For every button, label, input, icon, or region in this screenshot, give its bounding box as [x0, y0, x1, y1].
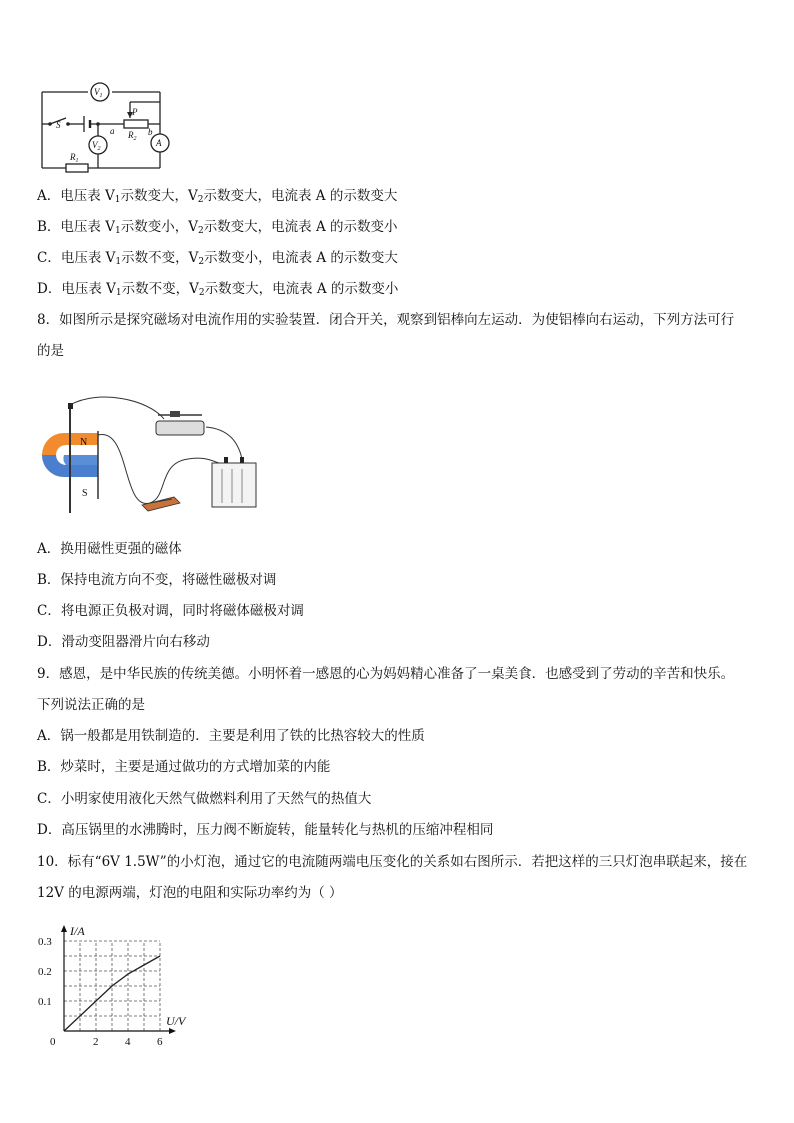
magnet-apparatus-figure — [38, 393, 274, 519]
q9-stem-line1: 9．感恩，是中华民族的传统美德。小明怀着一感恩的心为妈妈精心准备了一桌美食．也感受到了劳动的辛苦和快乐。 — [37, 666, 735, 682]
point-a-label: a — [110, 126, 115, 136]
q7-option-b[interactable]: B．电压表 $V_1$示数变小，$V_2$示数变大，电流表 A 的示数变小 — [37, 219, 398, 236]
y-tick-label: 0.1 — [38, 996, 52, 1008]
r2-label: $R_2$ — [128, 130, 137, 142]
ammeter-label: A — [156, 138, 162, 148]
q10-stem-line2: 12V 的电源两端，灯泡的电阻和实际功率约为（ ） — [37, 885, 343, 901]
q7-option-d[interactable]: D．电压表 $V_1$示数不变，$V_2$示数变大，电流表 A 的示数变小 — [37, 281, 399, 298]
q8-option-d[interactable]: D．滑动变阻器滑片向右移动 — [37, 634, 210, 650]
slider-label: P — [132, 107, 138, 117]
r1-label: $R_1$ — [70, 152, 79, 164]
iv-chart — [36, 915, 206, 1047]
chart-ylabel: I/A — [70, 924, 85, 938]
q8-option-b[interactable]: B．保持电流方向不变，将磁性磁极对调 — [37, 572, 277, 588]
point-b-label: b — [148, 127, 153, 137]
q9-option-c[interactable]: C．小明家使用液化天然气做燃料利用了天然气的热值大 — [37, 791, 372, 807]
x-tick-label: 4 — [125, 1036, 131, 1047]
chart-origin-label: 0 — [50, 1036, 56, 1047]
v1-label: $V_1$ — [94, 87, 103, 99]
q8-option-a[interactable]: A．换用磁性更强的磁体 — [37, 541, 182, 557]
x-tick-label: 6 — [157, 1036, 163, 1047]
q8-option-c[interactable]: C．将电源正负极对调，同时将磁体磁极对调 — [37, 603, 304, 619]
v2-label: $V_2$ — [92, 140, 101, 152]
x-axis-arrow — [169, 1028, 176, 1034]
q8-stem-line2: 的是 — [37, 343, 64, 359]
q7-option-c[interactable]: C．电压表 $V_1$示数不变，$V_2$示数变小，电流表 A 的示数变大 — [37, 250, 398, 267]
magnet-n-label: N — [80, 437, 88, 448]
q9-option-a[interactable]: A．锅一般都是用铁制造的．主要是利用了铁的比热容较大的性质 — [37, 728, 425, 744]
y-axis-arrow — [61, 925, 67, 932]
y-tick-label: 0.2 — [38, 966, 52, 978]
q9-stem-line2: 下列说法正确的是 — [37, 697, 145, 713]
q10-stem-line1: 10．标有“6V 1.5W”的小灯泡，通过它的电流随两端电压变化的关系如右图所示．若把这样的三只灯泡串联起来，接在 — [37, 854, 748, 870]
circuit-diagram — [36, 78, 176, 174]
q9-option-d[interactable]: D．高压锅里的水沸腾时，压力阀不断旋转，能量转化与热机的压缩冲程相同 — [37, 822, 494, 838]
switch-label: S — [56, 120, 61, 130]
x-tick-label: 2 — [93, 1036, 99, 1047]
q9-option-b[interactable]: B．炒菜时，主要是通过做功的方式增加菜的内能 — [37, 759, 331, 775]
y-tick-label: 0.3 — [38, 936, 52, 948]
magnet-s-label: S — [82, 488, 88, 499]
q7-option-a[interactable]: A．电压表 $V_1$示数变大，$V_2$示数变大，电流表 A 的示数变大 — [37, 188, 398, 205]
chart-xlabel: U/V — [166, 1014, 186, 1028]
q8-stem-line1: 8．如图所示是探究磁场对电流作用的实验装置．闭合开关，观察到铝棒向左运动．为使铝棒向右运动，下列方法可行 — [37, 312, 735, 328]
